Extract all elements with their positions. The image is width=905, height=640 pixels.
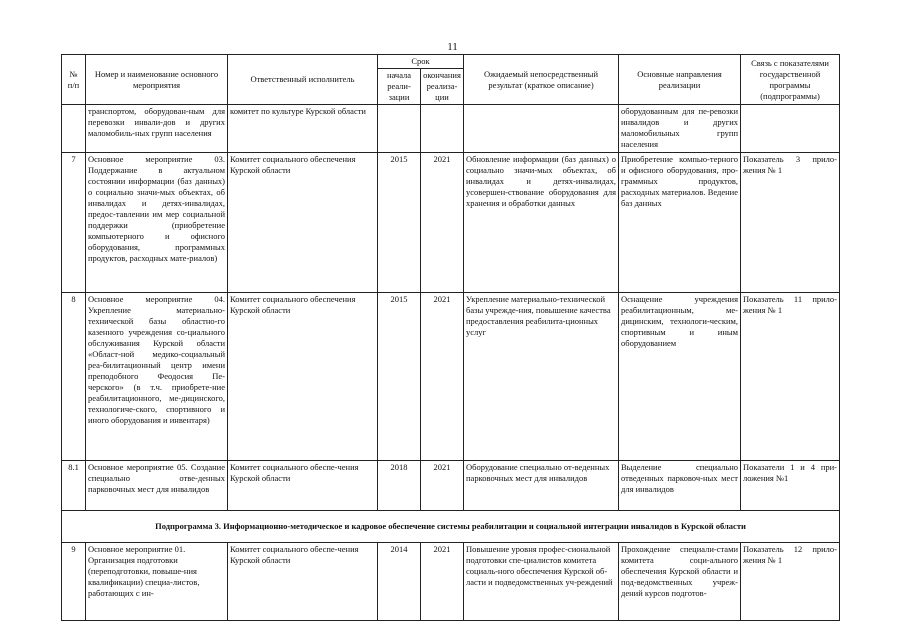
row-executor: Комитет социального обеспечения Курской области xyxy=(228,153,378,293)
page-number: 11 xyxy=(447,41,458,53)
header-num: № п/п xyxy=(62,55,86,105)
header-term: Срок xyxy=(378,55,464,69)
header-link: Связь с показателями государственной программы (подпрограммы) xyxy=(741,55,840,105)
row-end: 2021 xyxy=(421,461,464,511)
row-directions: Выделение специально отведенных парковоч-ных мест для инвалидов xyxy=(619,461,741,511)
row-start: 2014 xyxy=(378,543,421,621)
row-directions: Прохождение специали-стами комитета соци-ального обеспечения Курской области и под-ведомственных учреж-дений курсов подготов- xyxy=(619,543,741,621)
row-num: 8.1 xyxy=(62,461,86,511)
table-row xyxy=(62,105,840,153)
subprogram-title: Подпрограмма 3. Информационно-методическое и кадровое обеспечение системы реабилитации и социальной интеграции инвалидов в Курской области xyxy=(62,511,840,543)
row-link xyxy=(741,105,840,153)
row-num: 9 xyxy=(62,543,86,621)
subprogram-row xyxy=(62,511,840,543)
row-end: 2021 xyxy=(421,543,464,621)
row-executor: комитет по культуре Курской области xyxy=(228,105,378,153)
table-row xyxy=(62,461,840,511)
row-executor: Комитет социального обеспе-чения Курской области xyxy=(228,543,378,621)
row-directions: оборудованным для пе-ревозки инвалидов и других маломобильных групп населения xyxy=(619,105,741,153)
row-name: транспортом, оборудован-ным для перевозки инвали-дов и других маломобиль-ных групп населения xyxy=(86,105,228,153)
header-start: начала реали-зации xyxy=(378,69,421,105)
row-name: Основное мероприятие 05. Создание специально отве-денных парковочных мест для инвалидов xyxy=(86,461,228,511)
row-num: 8 xyxy=(62,293,86,461)
row-executor: Комитет социального обеспе-чения Курской области xyxy=(228,461,378,511)
row-start: 2015 xyxy=(378,153,421,293)
row-result xyxy=(464,105,619,153)
row-result: Повышение уровня профес-сиональной подготовки спе-циалистов комитета социаль-ного обеспечения Курской об-ласти и подведомственных уч-реждений xyxy=(464,543,619,621)
row-end: 2021 xyxy=(421,153,464,293)
row-start: 2015 xyxy=(378,293,421,461)
row-result: Укрепление материально-технической базы учрежде-ния, повышение качества предоставления реабилита-ционных услуг xyxy=(464,293,619,461)
row-link: Показатели 1 и 4 при-ложения №1 xyxy=(741,461,840,511)
table-row xyxy=(62,543,840,621)
row-num: 7 xyxy=(62,153,86,293)
row-end: 2021 xyxy=(421,293,464,461)
row-result: Обновление информации (баз данных) о социально значи-мых объектах, об инвалидах и детях-инвалидах, усовершен-ствование оборудования для хранения и обработки данных xyxy=(464,153,619,293)
row-name: Основное мероприятие 01. Организация подготовки (переподготовки, повыше-ния квалификации) специа-листов, работающих с ин- xyxy=(86,543,228,621)
measures-table xyxy=(61,54,840,621)
header-result: Ожидаемый непосредственный результат (краткое описание) xyxy=(464,55,619,105)
row-link: Показатель 3 прило-жения № 1 xyxy=(741,153,840,293)
row-start xyxy=(378,105,421,153)
row-num xyxy=(62,105,86,153)
header-directions: Основные направления реализации xyxy=(619,55,741,105)
row-name: Основное мероприятие 04. Укрепление материально-технической базы областно-го казенного учреждения со-циального обслуживания Курской области «Област-ной медико-социальный реа-билитационный центр имени преподобного Феодосия Пе-черского» (в т.ч. приобрете-ние реабилитационного, ме-дицинского, технологиче-ского, спортивного и иного оборудования и инвентаря) xyxy=(86,293,228,461)
header-name: Номер и наименование основного мероприятия xyxy=(86,55,228,105)
header-executor: Ответственный исполнитель xyxy=(228,55,378,105)
row-directions: Оснащение учреждения реабилитационным, ме-дицинским, технологи-ческим, спортивным и иным оборудованием xyxy=(619,293,741,461)
table-row xyxy=(62,293,840,461)
row-start: 2018 xyxy=(378,461,421,511)
header-end: окончания реализа-ции xyxy=(421,69,464,105)
row-end xyxy=(421,105,464,153)
row-link: Показатель 12 прило-жения № 1 xyxy=(741,543,840,621)
row-name: Основное мероприятие 03. Поддержание в актуальном состоянии информации (баз данных) о социально значи-мых объектах, об инвалидах и детях-инвалидах, предос-тавлении им мер социальной поддержки (приобретение компьютерного и офисного оборудования, программных продуктов, расходных мате-риалов) xyxy=(86,153,228,293)
row-directions: Приобретение компью-терного и офисного оборудования, про-граммных продуктов, расходных материалов. Ведение баз данных xyxy=(619,153,741,293)
table-row xyxy=(62,153,840,293)
row-result: Оборудование специально от-веденных парковочных мест для инвалидов xyxy=(464,461,619,511)
row-executor: Комитет социального обеспечения Курской области xyxy=(228,293,378,461)
row-link: Показатель 11 прило-жения № 1 xyxy=(741,293,840,461)
